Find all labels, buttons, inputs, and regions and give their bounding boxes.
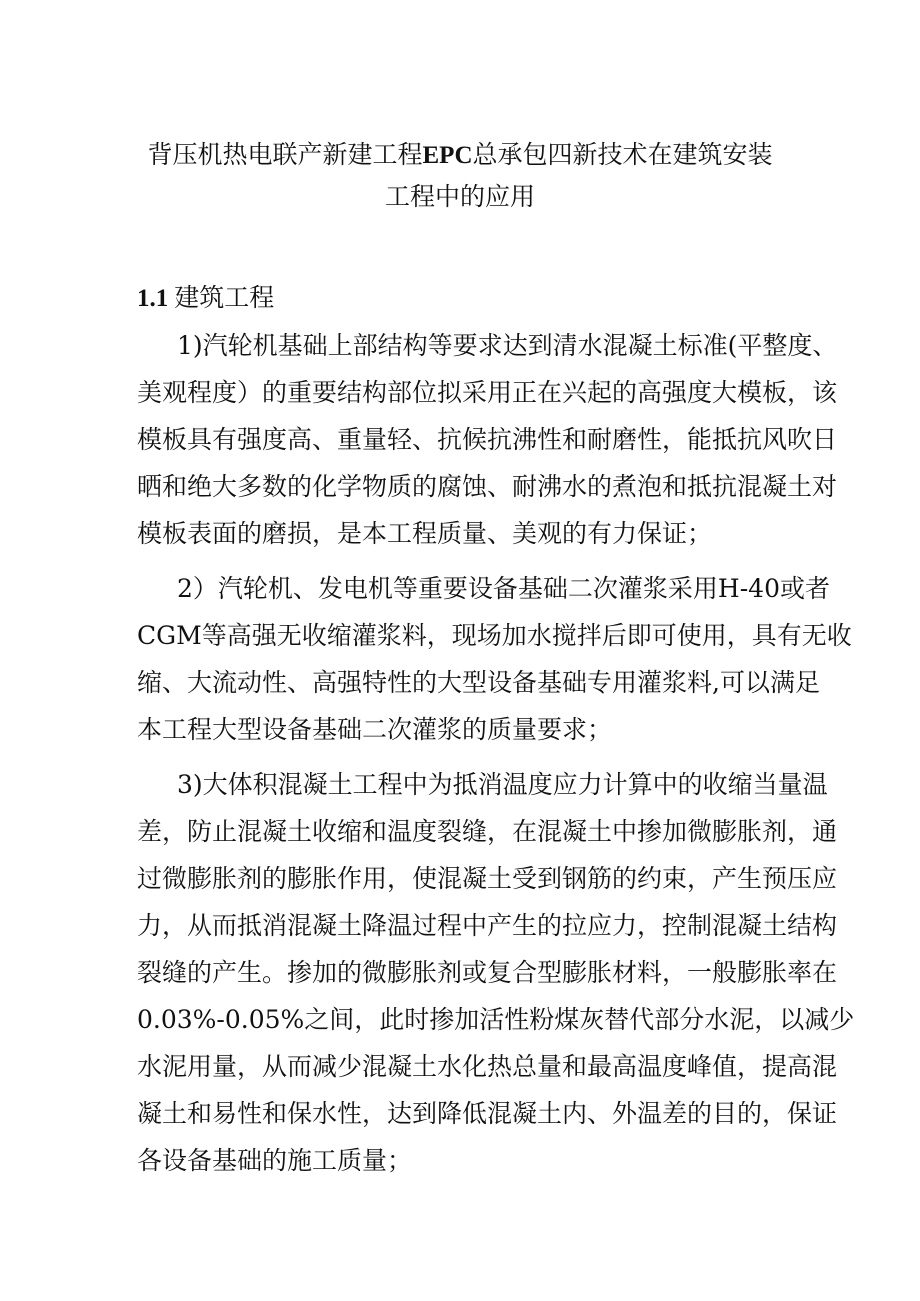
title-text: 总承包四新技术在建筑安装 <box>472 140 773 169</box>
section-heading <box>137 276 274 321</box>
document-title-line-2: 工程中的应用 <box>384 182 535 211</box>
paragraph-line: 模板表面的磨损，是本工程质量、美观的有力保证； <box>137 519 713 548</box>
paragraph-line: 晒和绝大多数的化学物质的腐蚀、耐沸水的煮泡和抵抗混凝土对 <box>137 472 838 501</box>
paragraph-line: 本工程大型设备基础二次灌浆的质量要求； <box>137 715 613 744</box>
paragraph-line: 凝土和易性和保水性，达到降低混凝土内、外温差的目的，保证 <box>137 1099 838 1128</box>
paragraph-line: 缩、大流动性、高强特性的大型设备基础专用灌浆料,可以满足 <box>137 668 820 697</box>
paragraph-2 <box>137 565 852 753</box>
paragraph-line: 各设备基础的施工质量； <box>137 1146 413 1175</box>
paragraph-1 <box>137 322 838 557</box>
paragraph-line: 水泥用量，从而减少混凝土水化热总量和最高温度峰值，提高混 <box>137 1052 838 1081</box>
paragraph-line: 2）汽轮机、发电机等重要设备基础二次灌浆采用H-40或者 <box>177 574 830 603</box>
paragraph-line: 0.03%-0.05%之间，此时掺加活性粉煤灰替代部分水泥，以减少 <box>137 1005 855 1034</box>
section-title: 建筑工程 <box>174 283 275 312</box>
paragraph-line: 过微膨胀剂的膨胀作用，使混凝土受到钢筋的约束，产生预压应 <box>137 864 838 893</box>
paragraph-line: 裂缝的产生。掺加的微膨胀剂或复合型膨胀材料，一般膨胀率在 <box>137 958 838 987</box>
paragraph-line: 3)大体积混凝土工程中为抵消温度应力计算中的收缩当量温 <box>177 770 828 799</box>
paragraph-line: 1)汽轮机基础上部结构等要求达到清水混凝土标准(平整度、 <box>177 331 838 360</box>
paragraph-3 <box>137 761 855 1184</box>
document-title-line-1 <box>0 134 920 177</box>
paragraph-line: 力，从而抵消混凝土降温过程中产生的拉应力，控制混凝土结构 <box>137 911 838 940</box>
paragraph-line: 美观程度）的重要结构部位拟采用正在兴起的高强度大模板，该 <box>137 378 838 407</box>
title-bold-text: EPC <box>422 142 473 169</box>
section-number: 1.1 <box>137 285 169 312</box>
paragraph-line: CGM等高强无收缩灌浆料，现场加水搅拌后即可使用，具有无收 <box>137 621 852 650</box>
paragraph-line: 差，防止混凝土收缩和温度裂缝，在混凝土中掺加微膨胀剂，通 <box>137 817 838 846</box>
title-text: 背压机热电联产新建工程 <box>147 140 423 169</box>
paragraph-line: 模板具有强度高、重量轻、抗候抗沸性和耐磨性，能抵抗风吹日 <box>137 425 838 454</box>
